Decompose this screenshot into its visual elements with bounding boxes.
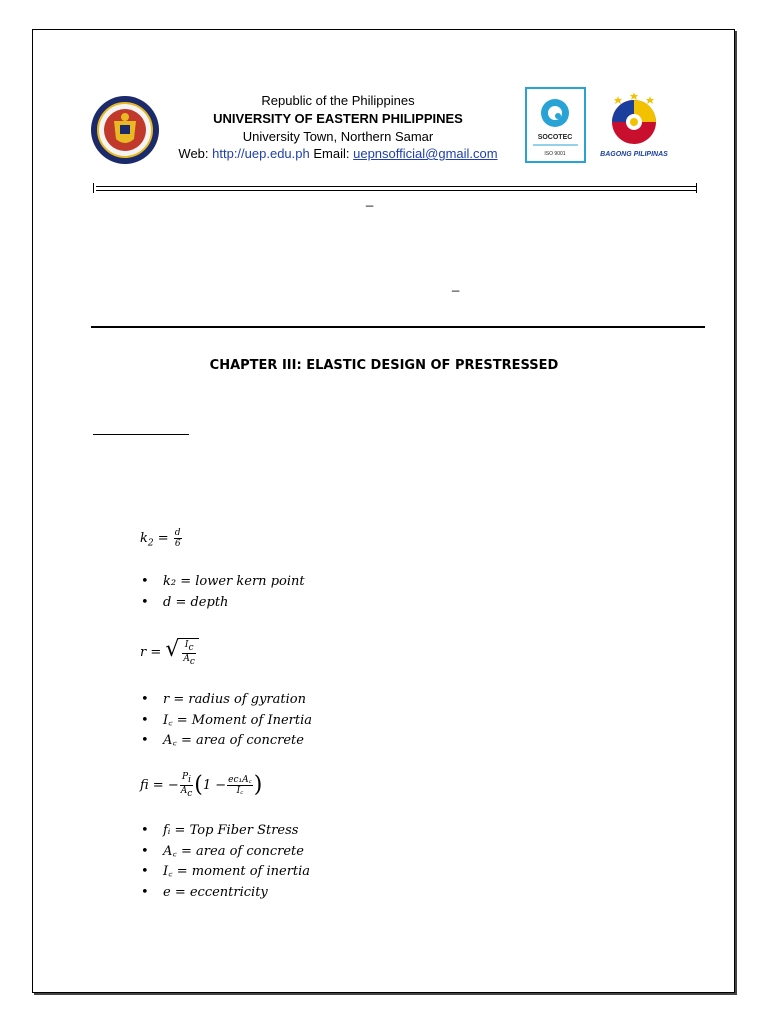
gyration-num-sub: c — [188, 642, 194, 653]
page-frame — [32, 29, 735, 993]
bagong-label: BAGONG PILIPINAS — [600, 151, 668, 158]
stress-one: 1 − — [202, 777, 227, 793]
list-item: • I꜀ = Moment of Inertia — [141, 711, 312, 732]
stress-bullet-list — [141, 821, 310, 903]
stress-a — [180, 786, 194, 799]
bagong-pilipinas-logo — [598, 92, 670, 160]
section-rule — [91, 326, 705, 328]
stress-inner-fraction — [227, 775, 253, 796]
socotec-iso: ISO 9001 — [544, 151, 566, 157]
kern-lhs-sub: 2 — [147, 538, 154, 549]
header-contact — [158, 146, 518, 161]
socotec-certification-logo — [525, 87, 586, 163]
university-seal-logo — [90, 95, 160, 165]
socotec-emblem-icon — [527, 89, 584, 161]
email-label: Email: — [313, 146, 350, 161]
gyration-den — [182, 654, 196, 667]
stress-p-var: P — [182, 772, 189, 782]
stress-formula — [140, 772, 262, 799]
kern-num: d — [174, 528, 181, 538]
header-university-name: UNIVERSITY OF EASTERN PHILIPPINES — [213, 111, 463, 126]
gyration-formula — [140, 638, 199, 667]
gyration-lhs: r = — [140, 644, 166, 660]
header-rule-tick-left — [93, 183, 94, 193]
gyration-bullet-list — [141, 690, 312, 752]
list-item: • k₂ = lower kern point — [141, 572, 305, 593]
stress-lhs: fi = − — [140, 777, 179, 793]
web-label: Web: — [178, 146, 209, 161]
gyration-den-var: A — [183, 653, 190, 664]
stress-a-sub: c — [187, 788, 193, 799]
paren-open: ( — [194, 772, 203, 798]
paren-close: ) — [253, 772, 263, 798]
header-rule-bottom — [96, 190, 696, 191]
header-rule-top — [96, 186, 696, 187]
email-link[interactable]: uepnsofficial@gmail.com — [353, 146, 498, 161]
kern-fraction — [174, 528, 182, 549]
stress-p — [180, 772, 194, 786]
header-town: University Town, Northern Samar — [242, 129, 434, 144]
web-link[interactable]: http://uep.edu.ph — [212, 146, 310, 161]
gyration-den-sub: c — [189, 656, 195, 667]
stress-a-var: A — [180, 785, 188, 796]
list-item: • I꜀ = moment of inertia — [141, 862, 310, 883]
stress-fraction — [180, 772, 194, 799]
list-item: • r = radius of gyration — [141, 690, 312, 711]
gyration-fraction — [182, 640, 196, 667]
list-item: • fᵢ = Top Fiber Stress — [141, 821, 310, 842]
dash-mark: _ — [366, 192, 374, 207]
kern-den: 6 — [174, 539, 181, 549]
gyration-num — [182, 640, 196, 654]
gyration-num-var: I — [184, 640, 189, 650]
kern-bullet-list — [141, 572, 305, 613]
list-item: • A꜀ = area of concrete — [141, 731, 312, 752]
dash-mark: _ — [452, 277, 460, 292]
sqrt-body — [179, 638, 199, 667]
kern-eq: = — [153, 531, 173, 546]
sqrt-expression — [165, 638, 199, 667]
stress-p-sub: i — [188, 774, 191, 785]
list-item: • e = eccentricity — [141, 883, 310, 904]
list-item: • d = depth — [141, 593, 305, 614]
stress-inner-num: ec₁A꜀ — [228, 774, 252, 785]
chapter-title: CHAPTER III: ELASTIC DESIGN OF PRESTRESSED — [209, 358, 559, 373]
short-underline — [93, 434, 189, 435]
stress-inner-den: I꜀ — [236, 785, 244, 796]
kern-formula — [140, 528, 183, 549]
kern-lhs: k — [140, 531, 148, 546]
header-rule-tick-right — [696, 183, 697, 193]
socotec-name: SOCOTEC — [537, 134, 573, 141]
sqrt-icon: √ — [165, 637, 180, 662]
header-republic: Republic of the Philippines — [261, 93, 415, 108]
list-item: • A꜀ = area of concrete — [141, 842, 310, 863]
